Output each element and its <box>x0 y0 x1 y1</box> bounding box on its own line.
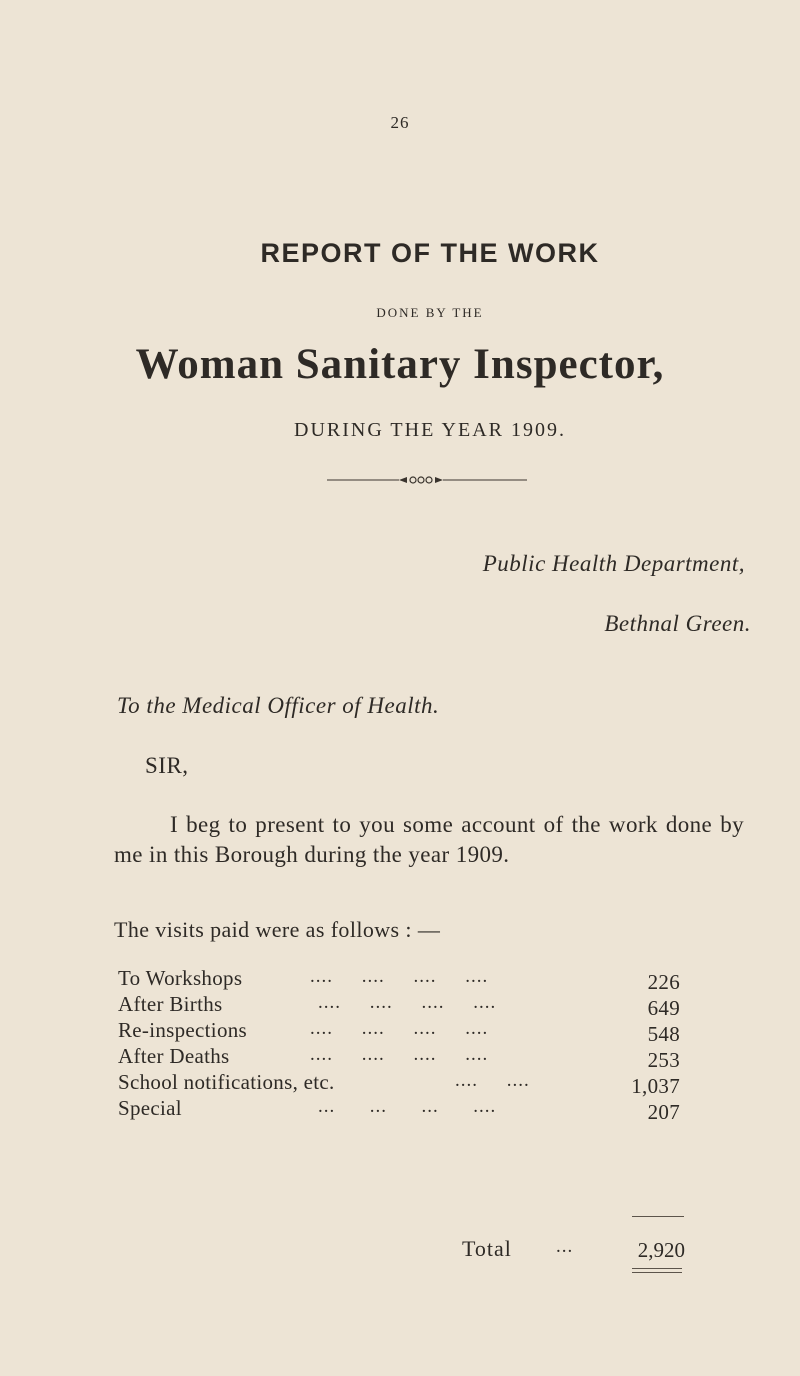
total-double-rule <box>632 1268 682 1273</box>
total-leader-dots: ... <box>556 1236 574 1257</box>
leader-dots: .... .... .... .... <box>318 992 497 1013</box>
visit-row <box>118 1070 688 1096</box>
visit-label: School notifications, etc. <box>118 1070 335 1094</box>
visit-row <box>118 1018 688 1044</box>
visit-count: 253 <box>647 1048 680 1072</box>
page-number: 26 <box>390 113 410 132</box>
visit-label: Re-inspections <box>118 1018 248 1042</box>
visit-count: 649 <box>647 996 680 1020</box>
leader-dots: ... ... ... .... <box>318 1096 497 1117</box>
visit-count: 207 <box>647 1100 680 1124</box>
visit-count: 1,037 <box>631 1074 680 1098</box>
total-label: Total <box>462 1236 512 1261</box>
visit-label: Special <box>118 1096 182 1120</box>
leader-dots: .... .... <box>455 1070 530 1091</box>
visit-row <box>118 1044 688 1070</box>
ornament-divider <box>327 472 527 488</box>
department-line: Public Health Department, <box>482 551 745 576</box>
visit-label: After Deaths <box>118 1044 230 1068</box>
body-paragraph: I beg to present to you some account of the work done by me in this Borough during the year 1909. <box>114 812 744 867</box>
addressee: To the Medical Officer of Health. <box>117 693 440 718</box>
visit-row <box>118 966 688 992</box>
inspector-title: Woman Sanitary Inspector, <box>135 341 665 388</box>
visit-label: After Births <box>118 992 223 1016</box>
total-value: 2,920 <box>637 1238 685 1262</box>
place-line: Bethnal Green. <box>604 611 751 636</box>
visit-count: 226 <box>647 970 680 994</box>
visits-intro: The visits paid were as follows : — <box>114 917 441 942</box>
visit-count: 548 <box>647 1022 680 1046</box>
leader-dots: .... .... .... .... <box>310 1044 489 1065</box>
done-by-line: DONE BY THE <box>376 305 484 320</box>
year-line: DURING THE YEAR 1909. <box>294 419 566 441</box>
visit-row <box>118 992 688 1018</box>
visits-table <box>118 966 688 1122</box>
visit-row <box>118 1096 688 1122</box>
sum-rule <box>632 1216 684 1217</box>
visit-label: To Workshops <box>118 966 243 990</box>
salutation: SIR, <box>145 753 189 778</box>
report-title: REPORT OF THE WORK <box>260 238 600 268</box>
leader-dots: .... .... .... .... <box>310 966 489 987</box>
leader-dots: .... .... .... .... <box>310 1018 489 1039</box>
